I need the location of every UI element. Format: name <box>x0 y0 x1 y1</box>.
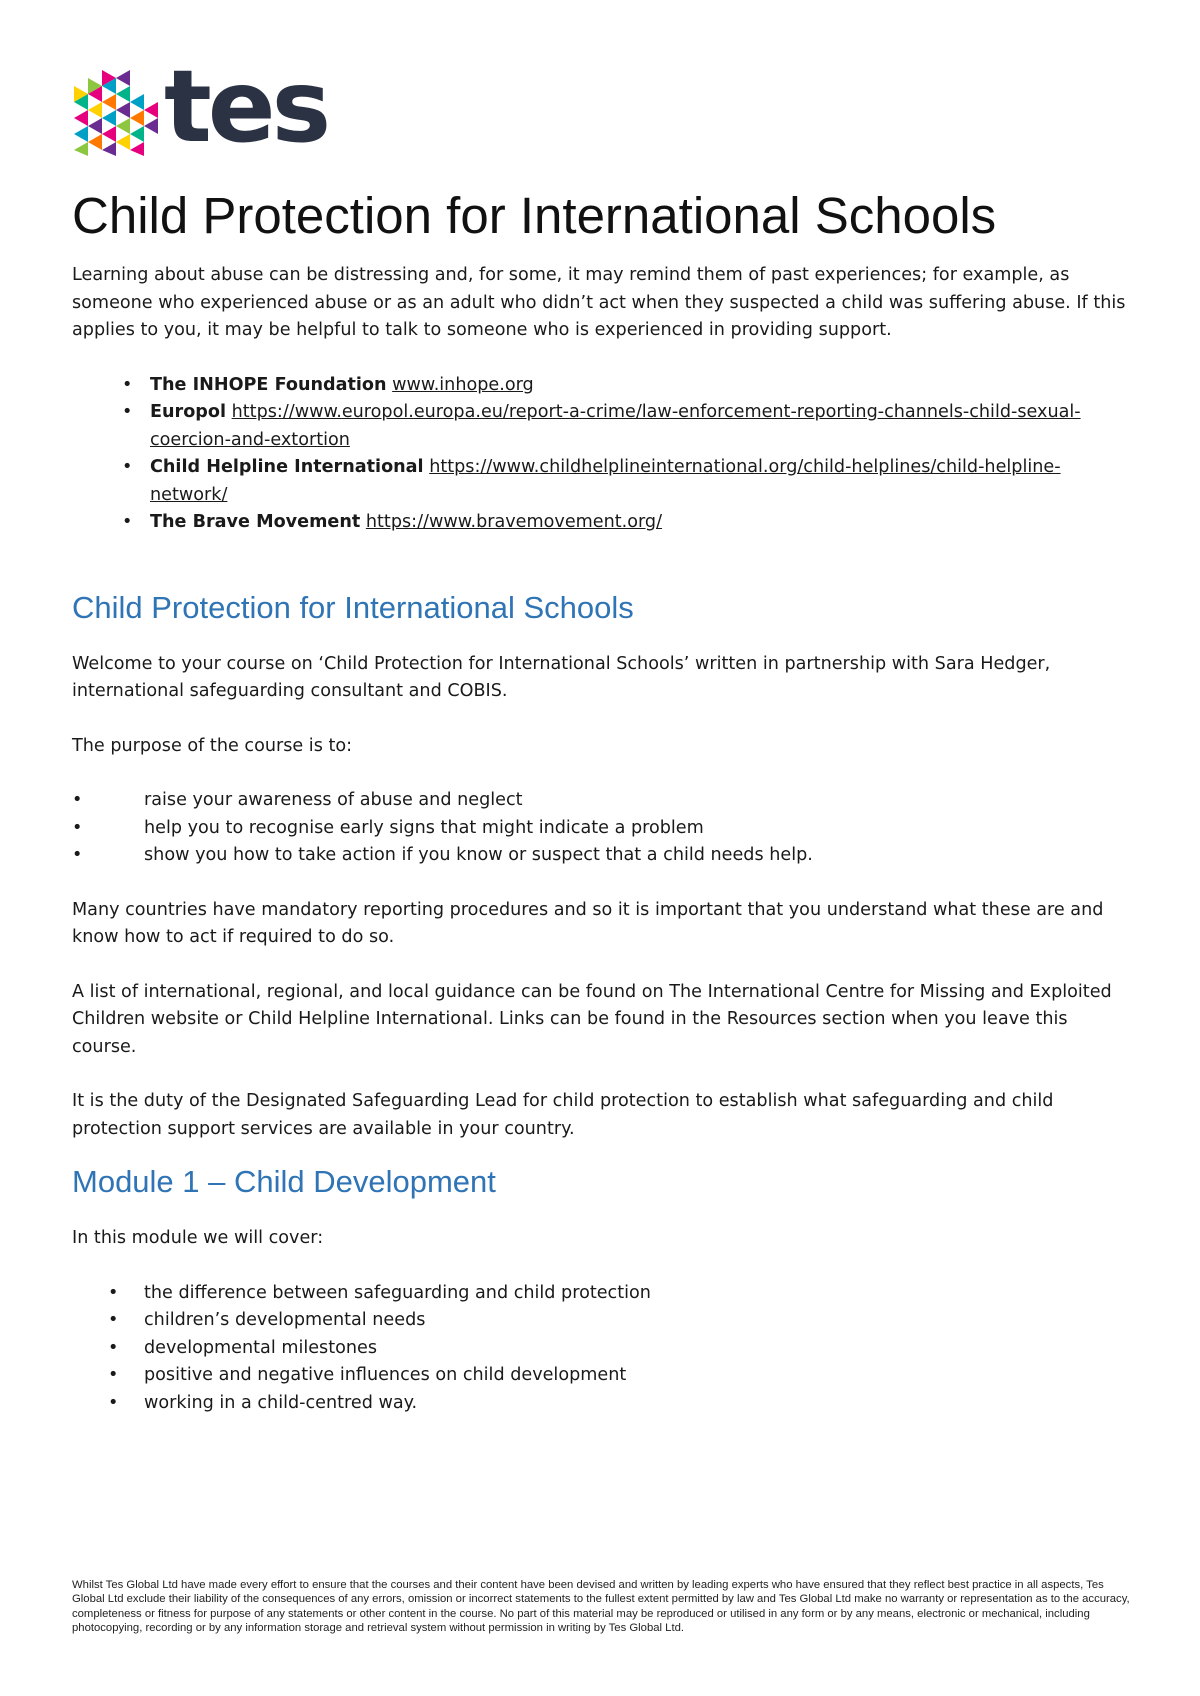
support-link-item <box>150 454 1137 509</box>
purpose-item: • show you how to take action if you know or suspect that a child needs help. <box>144 842 1137 870</box>
support-link-item <box>150 509 1137 537</box>
support-links-list <box>150 372 1137 537</box>
intro-paragraph: Learning about abuse can be distressing and, for some, it may remind them of past experiences; for example, as someone who experienced abuse or as an adult who didn’t act when they suspected a child was suffering abuse. If this applies to you, it may be helpful to talk to someone who is experienced in providing support. <box>72 265 1126 340</box>
support-link-url[interactable]: www.inhope.org <box>392 374 534 395</box>
purpose-intro: The purpose of the course is to: <box>72 735 353 756</box>
duty-paragraph: It is the duty of the Designated Safeguarding Lead for child protection to establish what safeguarding and child protection support services are available in your country. <box>72 1091 1054 1139</box>
mandatory-reporting-paragraph: Many countries have mandatory reporting procedures and so it is important that you understand what these are and know how to act if required to do so. <box>72 899 1104 947</box>
module-1-heading: Module 1 – Child Development <box>72 1164 496 1199</box>
purpose-item: • raise your awareness of abuse and neglect <box>144 787 1137 815</box>
support-link-url[interactable]: https://www.europol.europa.eu/report-a-crime/law-enforcement-reporting-channels-child-sexual-coercion-and-extortion <box>150 402 1081 450</box>
disclaimer-footer: Whilst Tes Global Ltd have made every effort to ensure that the courses and their content have been devised and written by leading experts who have ensured that they reflect best practice in all aspects, Tes Global Ltd exclude their liability of the consequences of any errors, omission or incorrect statements to the fullest extent permitted by law and Tes Global Ltd make no warranty or representation as to the accuracy, completeness or fitness for purpose of any statements or other content in the course. No part of this material may be reproduced or utilised in any form or by any means, electronic or mechanical, including photocopying, recording or by any information storage and retrieval system without permission in writing by Tes Global Ltd. <box>72 1579 1130 1635</box>
welcome-paragraph: Welcome to your course on ‘Child Protection for International Schools’ written in partnership with Sara Hedger, international safeguarding consultant and COBIS. <box>72 653 1051 701</box>
purpose-list <box>144 787 1137 870</box>
support-link-item <box>150 372 1137 400</box>
document-body <box>72 186 1137 1444</box>
tes-logo <box>72 48 328 165</box>
support-link-name: Child Helpline International <box>150 457 424 477</box>
module-1-topic: • children’s developmental needs <box>144 1307 1137 1335</box>
support-link-name: The INHOPE Foundation <box>150 374 387 395</box>
module-1-topic: • positive and negative influences on child development <box>144 1362 1137 1390</box>
support-link-item <box>150 399 1137 454</box>
document-title: Child Protection for International Schools <box>72 187 997 244</box>
module-1-topic: • developmental milestones <box>144 1335 1137 1363</box>
support-link-name: Europol <box>150 402 227 422</box>
module-1-intro: In this module we will cover: <box>72 1228 324 1248</box>
support-link-url[interactable]: https://www.bravemovement.org/ <box>365 512 663 532</box>
guidance-paragraph: A list of international, regional, and local guidance can be found on The International Centre for Missing and Exploited Children website or Child Helpline International. Links can be found in the Resources section when you leave this course. <box>72 981 1112 1057</box>
support-link-url[interactable]: https://www.childhelplineinternational.org/child-helplines/child-helpline-network/ <box>150 457 1061 505</box>
module-1-topics-list <box>144 1280 1137 1418</box>
tes-wordmark: tes <box>164 48 328 165</box>
purpose-item: • help you to recognise early signs that might indicate a problem <box>144 815 1137 843</box>
tes-logo-mosaic-icon <box>72 68 162 158</box>
module-1-topic: • the difference between safeguarding and child protection <box>144 1280 1137 1308</box>
module-1-topic: • working in a child-centred way. <box>144 1390 1137 1418</box>
support-link-name: The Brave Movement <box>150 512 361 532</box>
course-section-heading: Child Protection for International Schools <box>72 589 634 625</box>
